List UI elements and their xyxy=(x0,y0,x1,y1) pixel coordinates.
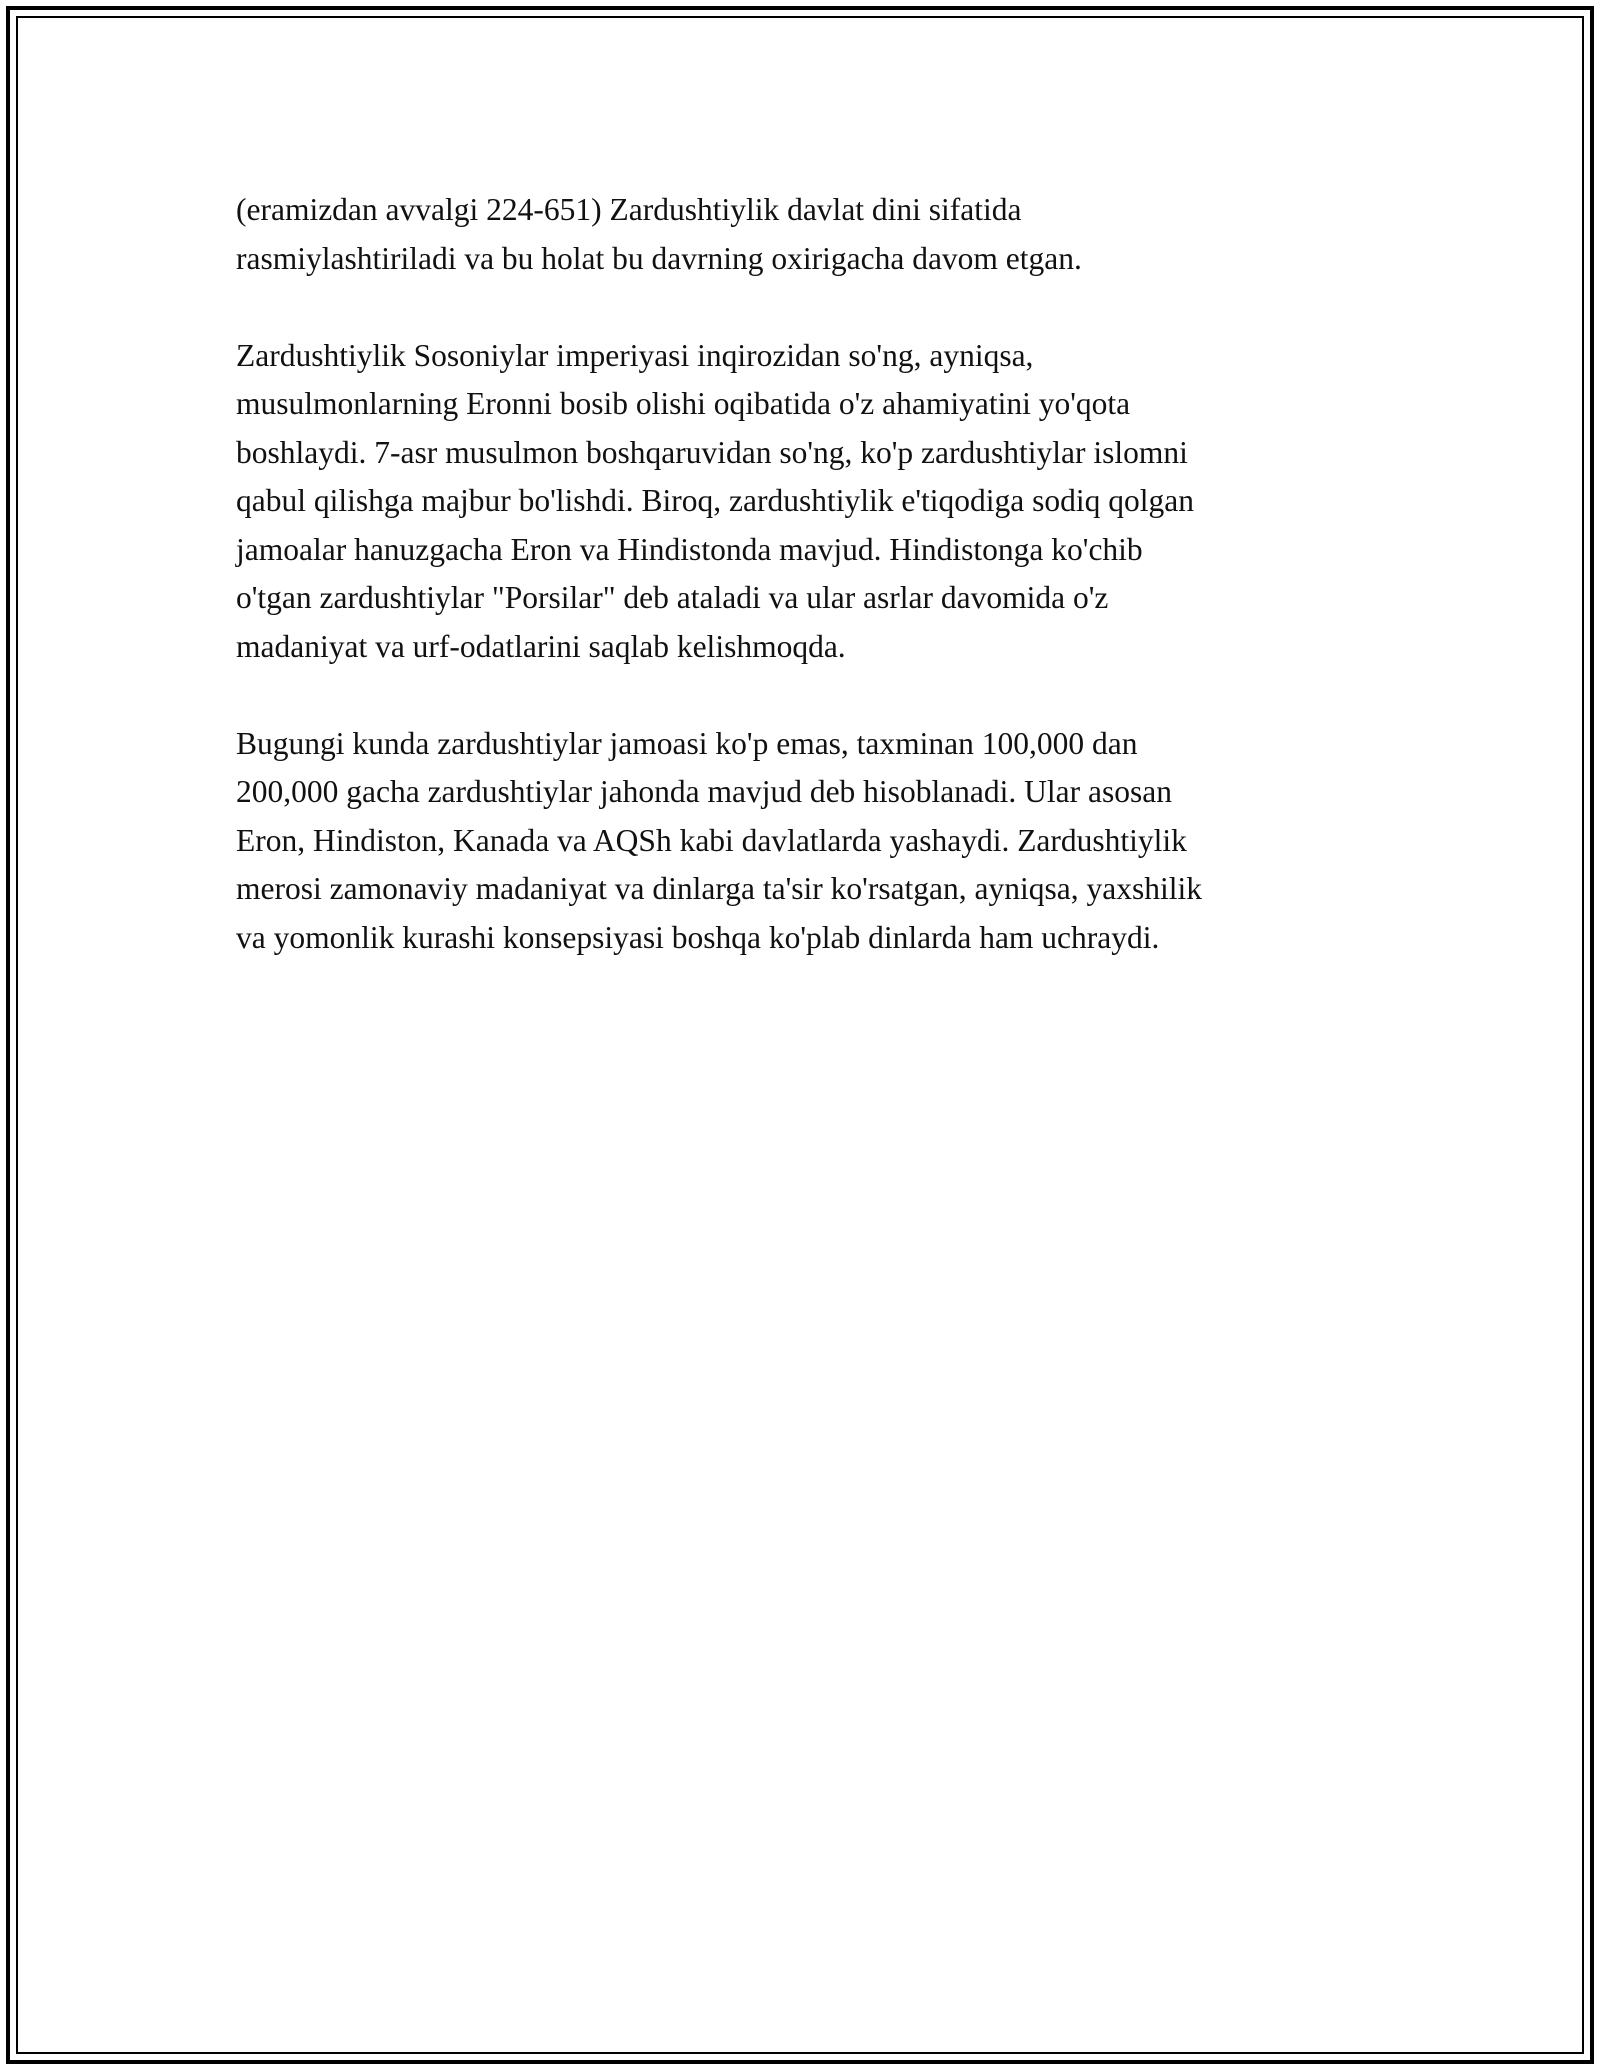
text-line: (eramizdan avvalgi 224-651) Zardushtiylik davlat dini sifatida xyxy=(236,192,1022,227)
text-line: Zardushtiylik Sosoniylar imperiyasi inqirozidan so'ng, ayniqsa, xyxy=(236,337,1034,373)
text-line: Eron, Hindiston, Kanada va AQSh kabi davlatlarda yashaydi. Zardushtiylik xyxy=(236,822,1187,858)
text-line: jamoalar hanuzgacha Eron va Hindistonda mavjud. Hindistonga ko'chib xyxy=(236,531,1143,567)
text-line: madaniyat va urf-odatlarini saqlab kelishmoqda. xyxy=(236,628,846,664)
paragraph-2 xyxy=(236,332,1416,672)
text-line: boshlaydi. 7-asr musulmon boshqaruvidan so'ng, ko'p zardushtiylar islomni xyxy=(236,434,1188,470)
text-line: 200,000 gacha zardushtiylar jahonda mavjud deb hisoblanadi. Ular asosan xyxy=(236,774,1172,809)
document-body xyxy=(236,186,1416,962)
text-line: va yomonlik kurashi konsepsiyasi boshqa ko'plab dinlarda ham uchraydi. xyxy=(236,919,1160,955)
text-line: Bugungi kunda zardushtiylar jamoasi ko'p emas, taxminan 100,000 dan xyxy=(236,725,1138,761)
text-line: o'tgan zardushtiylar "Porsilar" deb ataladi va ular asrlar davomida o'z xyxy=(236,580,1109,615)
text-line: qabul qilishga majbur bo'lishdi. Biroq, zardushtiylik e'tiqodiga sodiq qolgan xyxy=(236,483,1194,518)
text-line: merosi zamonaviy madaniyat va dinlarga ta'sir ko'rsatgan, ayniqsa, yaxshilik xyxy=(236,871,1203,906)
paragraph-1 xyxy=(236,186,1416,283)
text-line: rasmiylashtiriladi va bu holat bu davrning oxirigacha davom etgan. xyxy=(236,240,1082,276)
text-line: musulmonlarning Eronni bosib olishi oqibatida o'z ahamiyatini yo'qota xyxy=(236,386,1131,421)
paragraph-3 xyxy=(236,720,1416,963)
